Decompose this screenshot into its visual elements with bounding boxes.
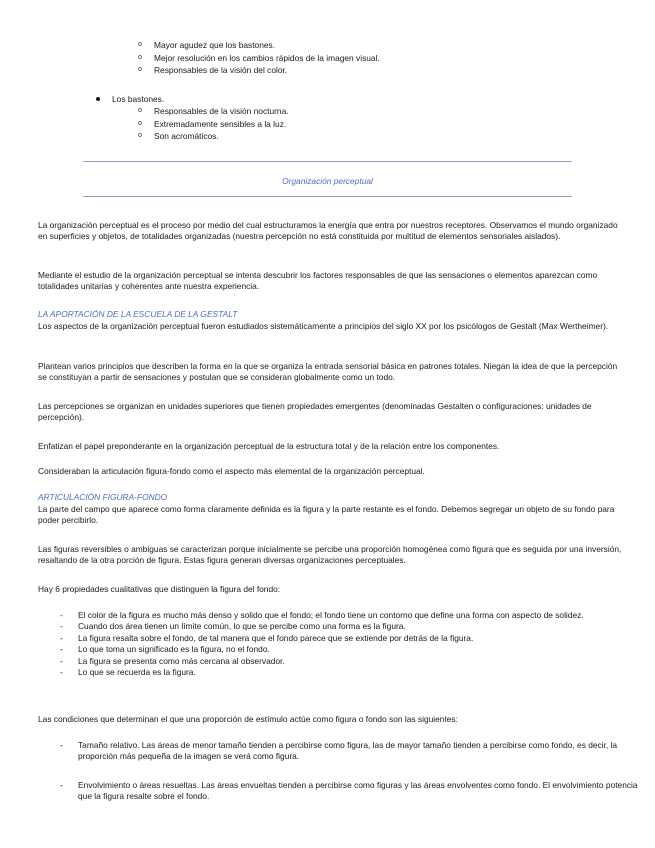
divider-bottom — [83, 196, 572, 197]
list-item: o Son acromáticos. — [138, 131, 219, 142]
list-item: o Responsables de la visión del color. — [138, 65, 288, 76]
list-item: - La figura se presenta como más cercana al observador. — [60, 655, 285, 666]
list-item: o Responsables de la visión nocturna. — [138, 106, 289, 116]
circle-bullet-icon: o — [138, 107, 142, 114]
dash-bullet-icon: - — [60, 655, 63, 666]
paragraph: Mediante el estudio de la organización perceptual se intenta descubrir los factores responsables de que las sensaciones o elementos aparezcan como totalidades unitarias y coherentes ante nuestra experiencia. — [38, 270, 598, 292]
list-item: o Extremadamente sensibles a la luz. — [138, 118, 287, 129]
paragraph: La organización perceptual es el proceso por medio del cual estructuramos la energía que entra por nuestros receptores. Observamos el mundo organizado en superficies y objetos, de totalidades organizadas (nuestra percepción no está constituida por multitud de elementos sensoriales aislados). — [38, 220, 618, 242]
subheading-gestalt: LA APORTACIÓN DE LA ESCUELA DE LA GESTALT — [38, 309, 238, 319]
list-item: o Mejor resolución en los cambios rápidos de la imagen visual. — [138, 52, 380, 63]
dash-bullet-icon: - — [60, 740, 63, 750]
list-item: - Tamaño relativo. Las áreas de menor tamaño tienden a percibirse como figura, las de mayor tamaño tienden a percibirse como fondo, es decir, la proporción más pequeña de la imagen se verá como figura. — [60, 740, 618, 762]
paragraph: Consideraban la articulación figura-fondo como el aspecto más elemental de la organización perceptual. — [38, 466, 425, 476]
paragraph: Las figuras reversibles o ambiguas se caracterizan porque inicialmente se percibe una proporción homogénea como figura que es seguida por una inversión, resaltando de la otra porción de figura. Estas figura generan diversas organizaciones perceptuales. — [38, 544, 622, 566]
list-item: - La figura resalta sobre el fondo, de tal manera que el fondo parece que se extiende por detrás de la figura. — [60, 632, 474, 643]
paragraph: Hay 6 propiedades cualitativas que distinguen la figura del fondo: — [38, 584, 281, 594]
list-item: - Lo que toma un significado es la figura, no el fondo. — [60, 644, 270, 655]
list-item: - El color de la figura es mucho más denso y solido que el fondo; el fondo tiene un contorno que define una forma con aspecto de solidez. — [60, 610, 584, 620]
circle-bullet-icon: o — [138, 53, 142, 61]
propiedades-list — [60, 610, 622, 678]
paragraph: Enfatizan el papel preponderante en la organización perceptual de la estructura total y de la relación entre los componentes. — [38, 441, 500, 451]
circle-bullet-icon: o — [138, 66, 142, 74]
dash-bullet-icon: - — [60, 667, 63, 678]
dash-bullet-icon: - — [60, 644, 63, 655]
list-item: - Envolvimiento o áreas resueltas. Las áreas envueltas tienden a percibirse como figuras y las áreas envolventes como fondo. El envolvimiento potencia que la figura resalte sobre el fondo. — [60, 780, 638, 802]
bastones-item: Los bastones. — [96, 93, 164, 106]
dash-bullet-icon: - — [60, 621, 63, 632]
circle-bullet-icon: o — [138, 132, 142, 140]
dash-bullet-icon: - — [60, 610, 63, 620]
section-title: Organización perceptual — [282, 176, 373, 186]
list-item: o Mayor agudez que los bastones. — [138, 40, 276, 50]
paragraph: Plantean varios principios que describen la forma en la que se organiza la entrada sensorial básica en patrones totales. Niegan la idea de que la percepción se constituyan a partir de sensaciones y postulan que se consideran globalmente como un todo. — [38, 361, 618, 383]
paragraph: La parte del campo que aparece como forma claramente definida es la figura y la parte restante es el fondo. Debemos segregar un objeto de su fondo para poder percibirlo. — [38, 504, 615, 526]
circle-bullet-icon: o — [138, 41, 142, 48]
divider-top — [83, 161, 572, 162]
list-item: - Cuando dos área tienen un límite común, lo que se percibe como una forma es la figura. — [60, 621, 406, 632]
subheading-figura-fondo: ARTICULACIÓN FIGURA-FONDO — [38, 492, 168, 502]
dash-bullet-icon: - — [60, 632, 63, 643]
paragraph: Los aspectos de la organización perceptual fueron estudiados sistemáticamente a principios del siglo XX por los psicólogos de Gestalt (Max Wertheimer). — [38, 321, 609, 331]
bullet-dot-icon — [96, 97, 100, 101]
paragraph: Las condiciones que determinan el que una proporción de estímulo actúe como figura o fondo son las siguientes: — [38, 714, 458, 724]
conos-sublist — [138, 39, 380, 77]
bastones-sublist — [138, 105, 289, 143]
paragraph: Las percepciones se organizan en unidades superiores que tienen propiedades emergentes (denominadas Gestalten o configuraciones: unidades de percepción). — [38, 401, 592, 423]
circle-bullet-icon: o — [138, 119, 142, 127]
list-item: - Lo que se recuerda es la figura. — [60, 667, 196, 678]
dash-bullet-icon: - — [60, 780, 63, 790]
